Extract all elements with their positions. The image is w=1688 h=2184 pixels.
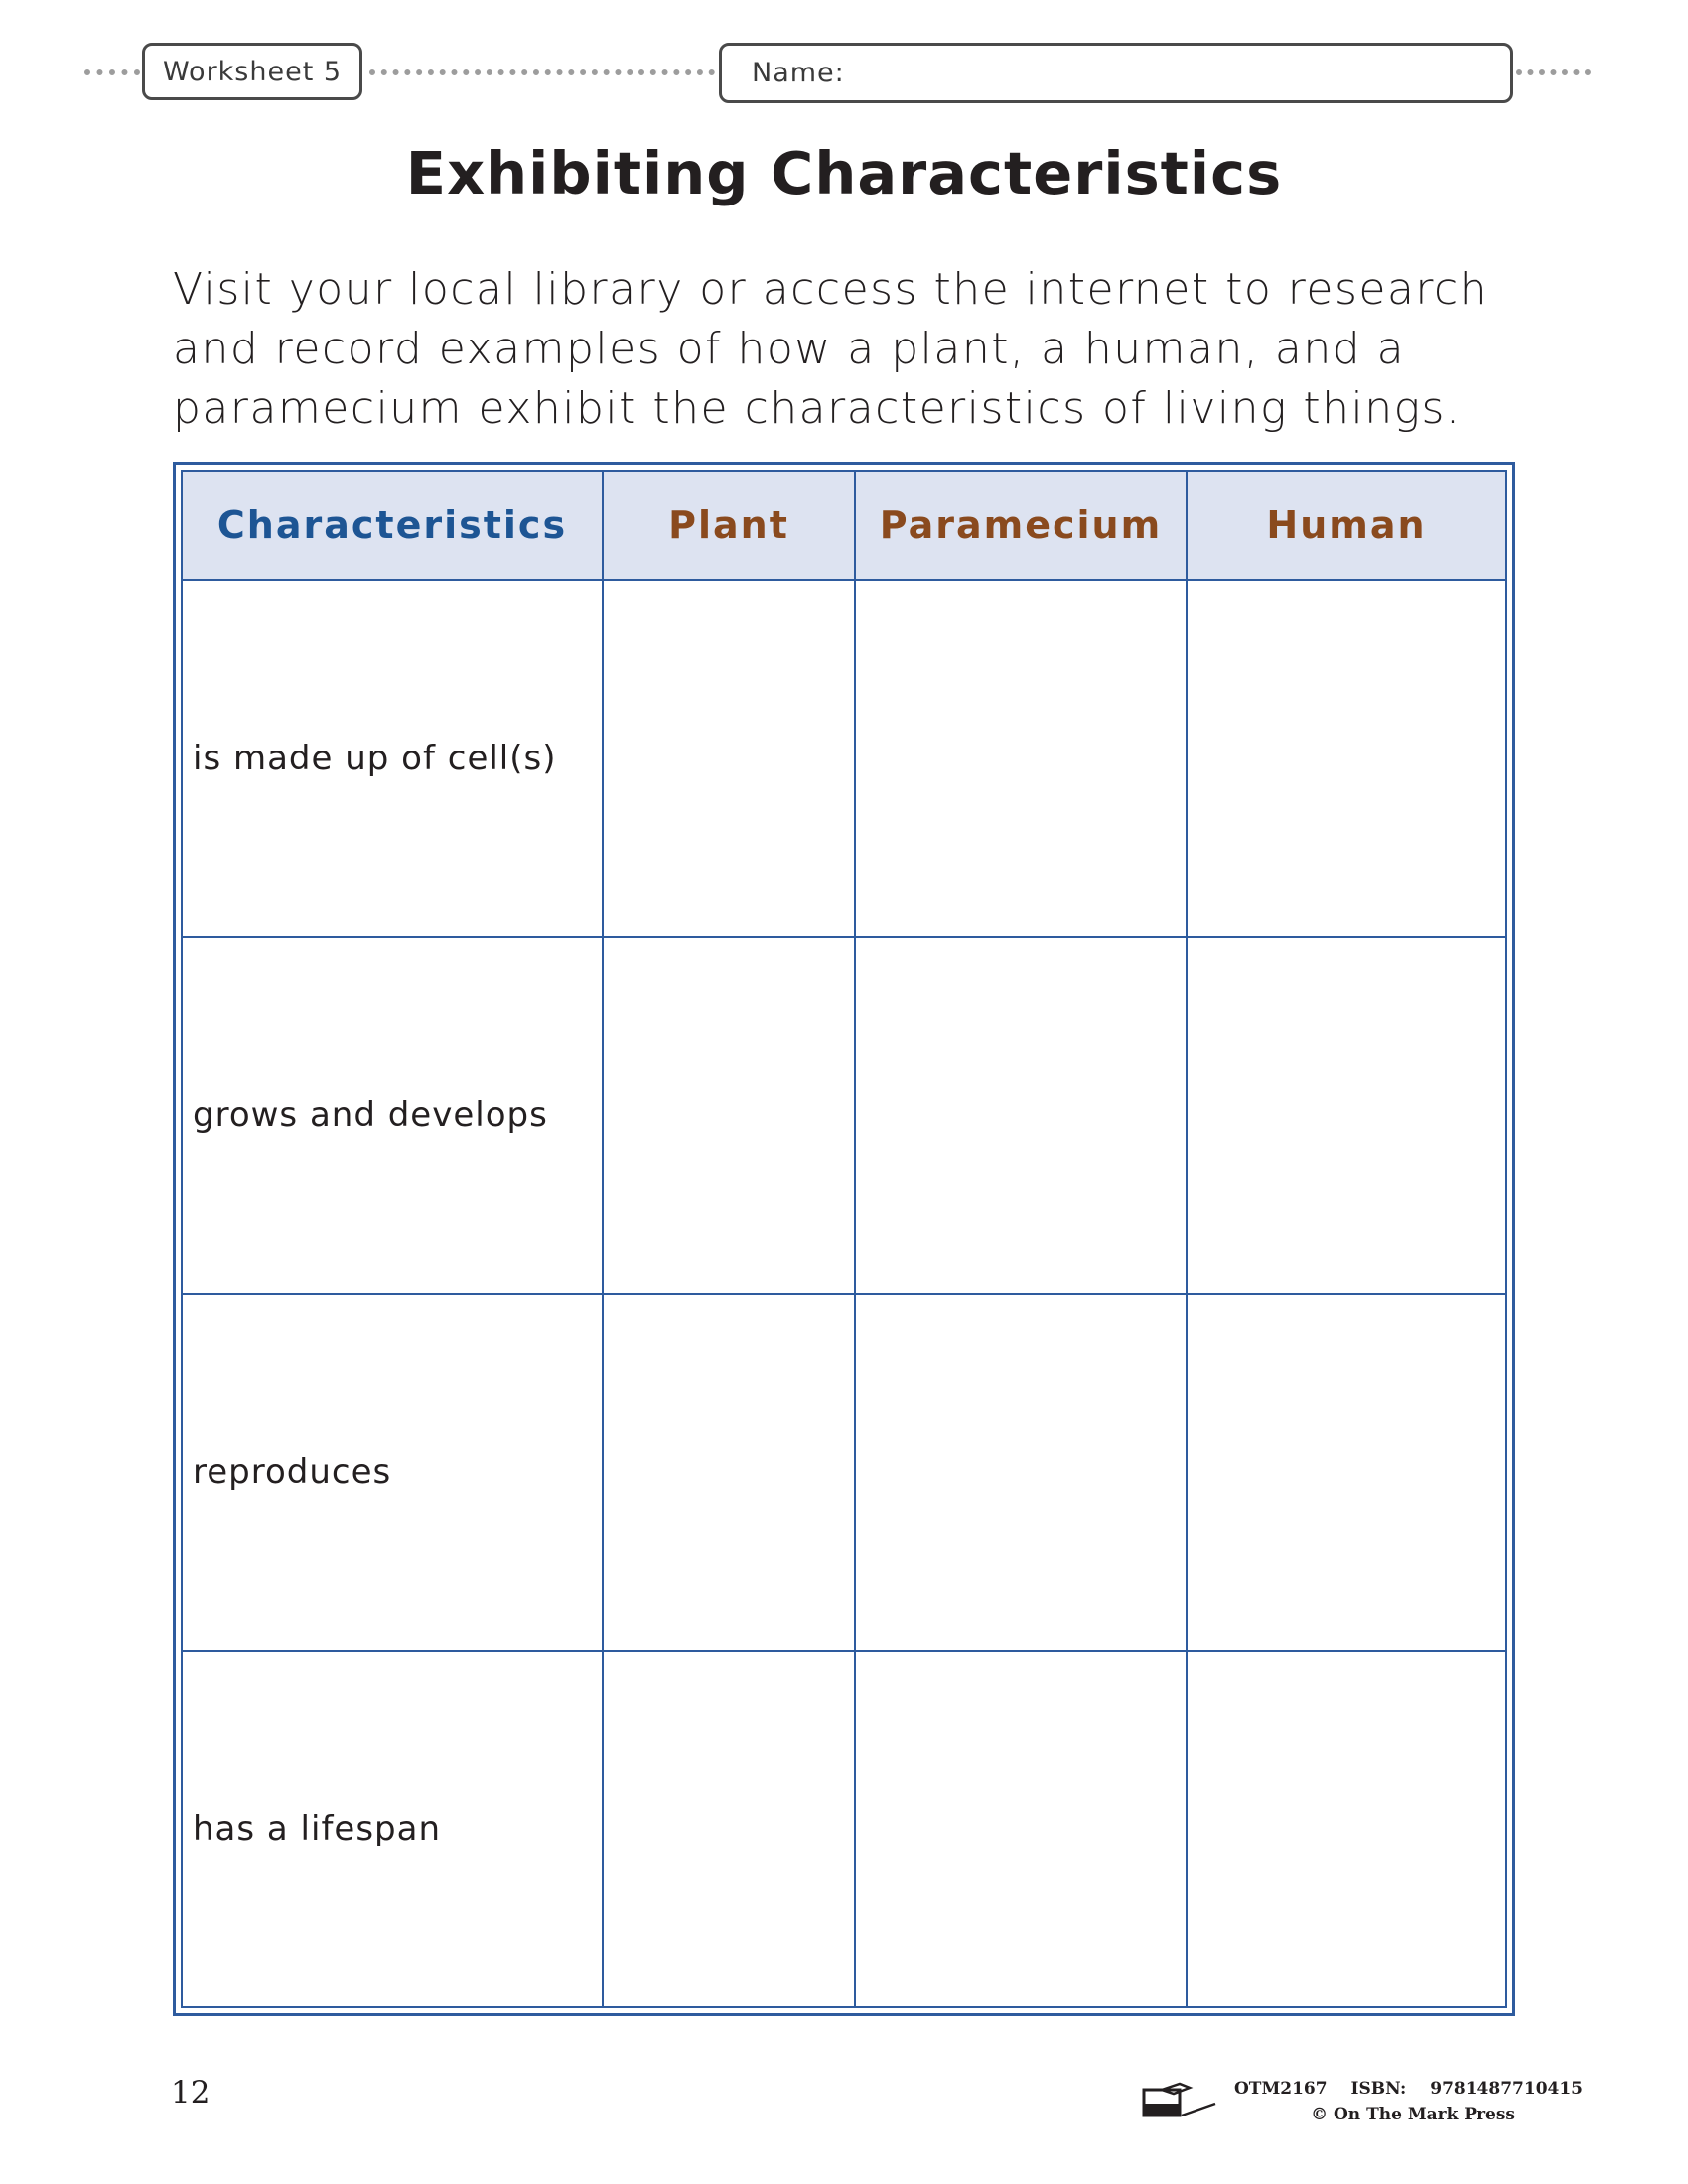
name-label: Name: xyxy=(752,58,845,88)
header-plant: Plant xyxy=(603,471,855,580)
header-human: Human xyxy=(1187,471,1506,580)
copyright: © On The Mark Press xyxy=(1311,2105,1515,2124)
table-row xyxy=(182,1651,1506,2008)
publisher-codes xyxy=(1234,2079,1583,2099)
answer-cell-paramecium[interactable] xyxy=(855,1294,1187,1651)
answer-cell-human[interactable] xyxy=(1187,937,1506,1295)
answer-cell-plant[interactable] xyxy=(603,580,855,937)
dotted-rule-left xyxy=(84,69,140,75)
dotted-rule-middle xyxy=(369,69,715,75)
answer-cell-plant[interactable] xyxy=(603,937,855,1295)
table-row xyxy=(182,937,1506,1295)
page-title: Exhibiting Characteristics xyxy=(405,139,1283,207)
table-row xyxy=(182,1294,1506,1651)
answer-cell-human[interactable] xyxy=(1187,580,1506,937)
header-paramecium: Paramecium xyxy=(855,471,1187,580)
answer-cell-paramecium[interactable] xyxy=(855,580,1187,937)
worksheet-label: Worksheet 5 xyxy=(142,43,362,100)
answer-cell-plant[interactable] xyxy=(603,1651,855,2008)
dotted-rule-right xyxy=(1516,69,1591,75)
name-field[interactable] xyxy=(719,43,1513,103)
answer-cell-plant[interactable] xyxy=(603,1294,855,1651)
isbn: ISBN: 9781487710415 xyxy=(1350,2079,1584,2099)
table-header-row xyxy=(182,471,1506,580)
row-label: reproduces xyxy=(182,1294,603,1651)
table xyxy=(181,470,1507,2008)
header-characteristics: Characteristics xyxy=(182,471,603,580)
row-label: is made up of cell(s) xyxy=(182,580,603,937)
characteristics-table xyxy=(173,462,1515,2016)
answer-cell-paramecium[interactable] xyxy=(855,1651,1187,2008)
product-code: OTM2167 xyxy=(1234,2079,1328,2099)
answer-cell-human[interactable] xyxy=(1187,1651,1506,2008)
answer-cell-paramecium[interactable] xyxy=(855,937,1187,1295)
publisher-logo-icon xyxy=(1140,2082,1219,2121)
page-number: 12 xyxy=(171,2075,211,2111)
answer-cell-human[interactable] xyxy=(1187,1294,1506,1651)
instructions: Visit your local library or access the internet to research and record examples of how a plant, a human, and a paramecium exhibit the characteristics of living things. xyxy=(173,264,1489,434)
row-label: grows and develops xyxy=(182,937,603,1295)
row-label: has a lifespan xyxy=(182,1651,603,2008)
table-row xyxy=(182,580,1506,937)
